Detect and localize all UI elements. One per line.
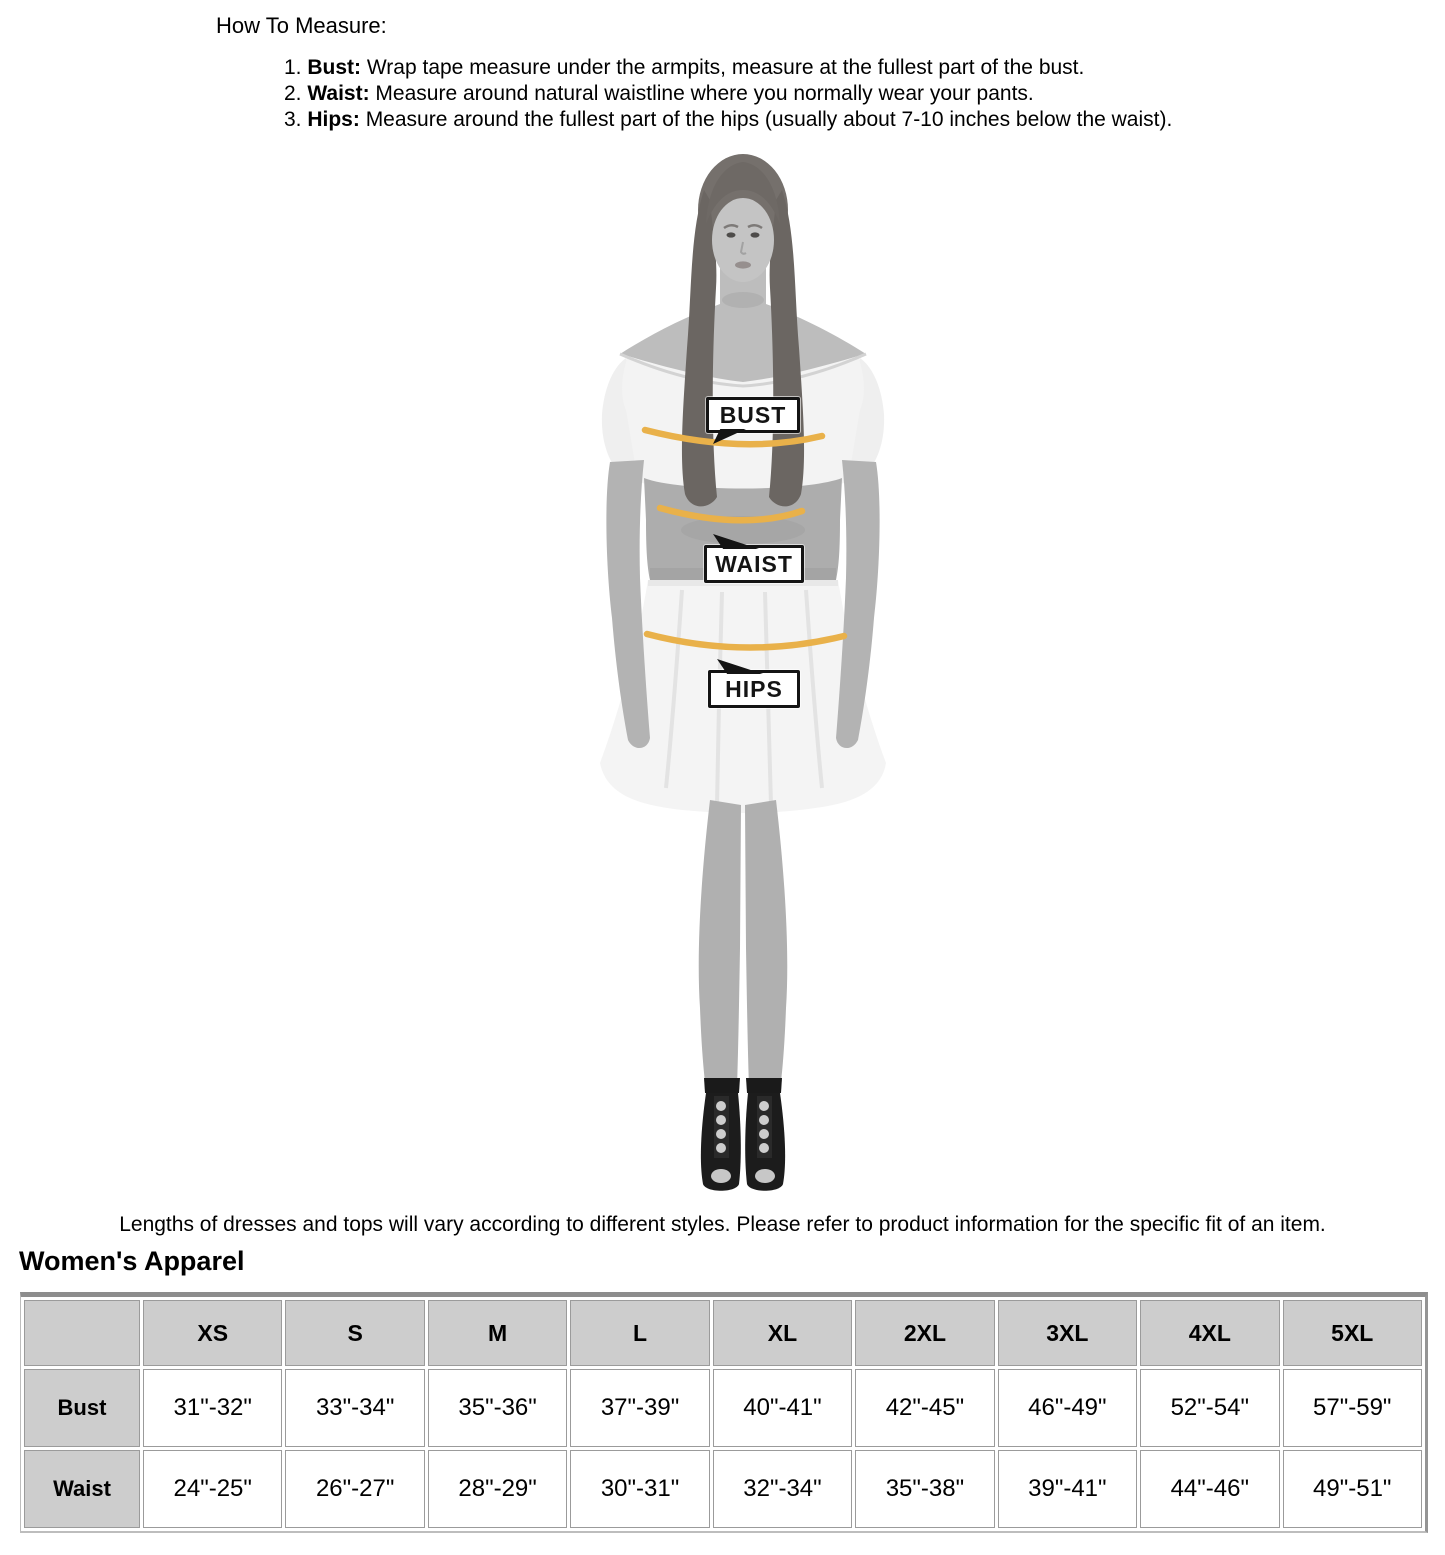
- instruction-bust: [284, 55, 1172, 81]
- model-leg-left: [699, 800, 741, 1114]
- bust-value-3xl: 46"-49": [998, 1369, 1137, 1447]
- waist-row-label: Waist: [24, 1450, 140, 1528]
- model-arm-left: [606, 460, 650, 748]
- size-column-5xl: 5XL: [1283, 1300, 1423, 1366]
- size-column-xs: XS: [143, 1300, 282, 1366]
- instruction-number: 3.: [284, 108, 302, 131]
- bust-value-s: 33"-34": [285, 1369, 424, 1447]
- waist-value-xs: 24"-25": [143, 1450, 282, 1528]
- fit-note: Lengths of dresses and tops will vary according to different styles. Please refer to product information for the specific fit of an item.: [119, 1213, 1326, 1236]
- model-face: [712, 198, 774, 282]
- waist-value-4xl: 44"-46": [1140, 1450, 1279, 1528]
- waist-value-m: 28"-29": [428, 1450, 567, 1528]
- size-column-l: L: [570, 1300, 709, 1366]
- instruction-waist: [284, 81, 1172, 107]
- model-neck-shadow: [722, 292, 764, 308]
- bust-row-label: Bust: [24, 1369, 140, 1447]
- instruction-label: Waist:: [307, 82, 370, 105]
- bust-value-m: 35"-36": [428, 1369, 567, 1447]
- measurement-figure: [560, 148, 926, 1204]
- waist-value-l: 30"-31": [570, 1450, 709, 1528]
- instruction-label: Hips:: [307, 108, 360, 131]
- bust-value-xl: 40"-41": [713, 1369, 852, 1447]
- waist-row: [24, 1450, 1422, 1528]
- size-column-4xl: 4XL: [1140, 1300, 1279, 1366]
- instruction-number: 1.: [284, 56, 302, 79]
- instruction-label: Bust:: [307, 56, 362, 79]
- bust-value-5xl: 57"-59": [1283, 1369, 1423, 1447]
- bust-label: [706, 397, 800, 433]
- corner-cell: [24, 1300, 140, 1366]
- model-hair-right: [769, 190, 804, 506]
- instruction-hips: [284, 107, 1172, 133]
- measure-instructions: [284, 55, 1172, 133]
- bust-row: [24, 1369, 1422, 1447]
- model-shoe-toe-right: [755, 1169, 775, 1183]
- model-shoe-toe-left: [711, 1169, 731, 1183]
- hips-label-text: HIPS: [725, 675, 783, 702]
- instruction-text: Measure around the fullest part of the hips (usually about 7-10 inches below the waist).: [359, 108, 1173, 131]
- waist-value-s: 26"-27": [285, 1450, 424, 1528]
- waist-value-5xl: 49"-51": [1283, 1450, 1423, 1528]
- waist-value-3xl: 39"-41": [998, 1450, 1137, 1528]
- bust-value-l: 37"-39": [570, 1369, 709, 1447]
- bust-value-xs: 31"-32": [143, 1369, 282, 1447]
- model-leg-right: [745, 800, 787, 1114]
- bust-value-4xl: 52"-54": [1140, 1369, 1279, 1447]
- bust-value-2xl: 42"-45": [855, 1369, 994, 1447]
- waist-value-2xl: 35"-38": [855, 1450, 994, 1528]
- waist-label-text: WAIST: [715, 550, 793, 577]
- instruction-number: 2.: [284, 82, 302, 105]
- model-shoe-strap-right: [746, 1078, 782, 1093]
- size-column-xl: XL: [713, 1300, 852, 1366]
- size-column-s: S: [285, 1300, 424, 1366]
- hips-label: [708, 670, 800, 708]
- instruction-text: Measure around natural waistline where you normally wear your pants.: [369, 82, 1034, 105]
- waist-value-xl: 32"-34": [713, 1450, 852, 1528]
- model-shoe-strap-left: [704, 1078, 740, 1093]
- bust-label-text: BUST: [719, 401, 787, 428]
- size-column-3xl: 3XL: [998, 1300, 1137, 1366]
- size-chart-header-row: [24, 1300, 1422, 1366]
- model-arm-right: [836, 460, 880, 748]
- instruction-text: Wrap tape measure under the armpits, measure at the fullest part of the bust.: [361, 56, 1085, 79]
- waist-label: [704, 545, 804, 583]
- page-title: How To Measure:: [216, 13, 387, 38]
- size-column-2xl: 2XL: [855, 1300, 994, 1366]
- size-chart-title: Women's Apparel: [19, 1246, 245, 1276]
- size-column-m: M: [428, 1300, 567, 1366]
- model-hair-left: [682, 190, 717, 506]
- size-chart-table: [20, 1292, 1428, 1533]
